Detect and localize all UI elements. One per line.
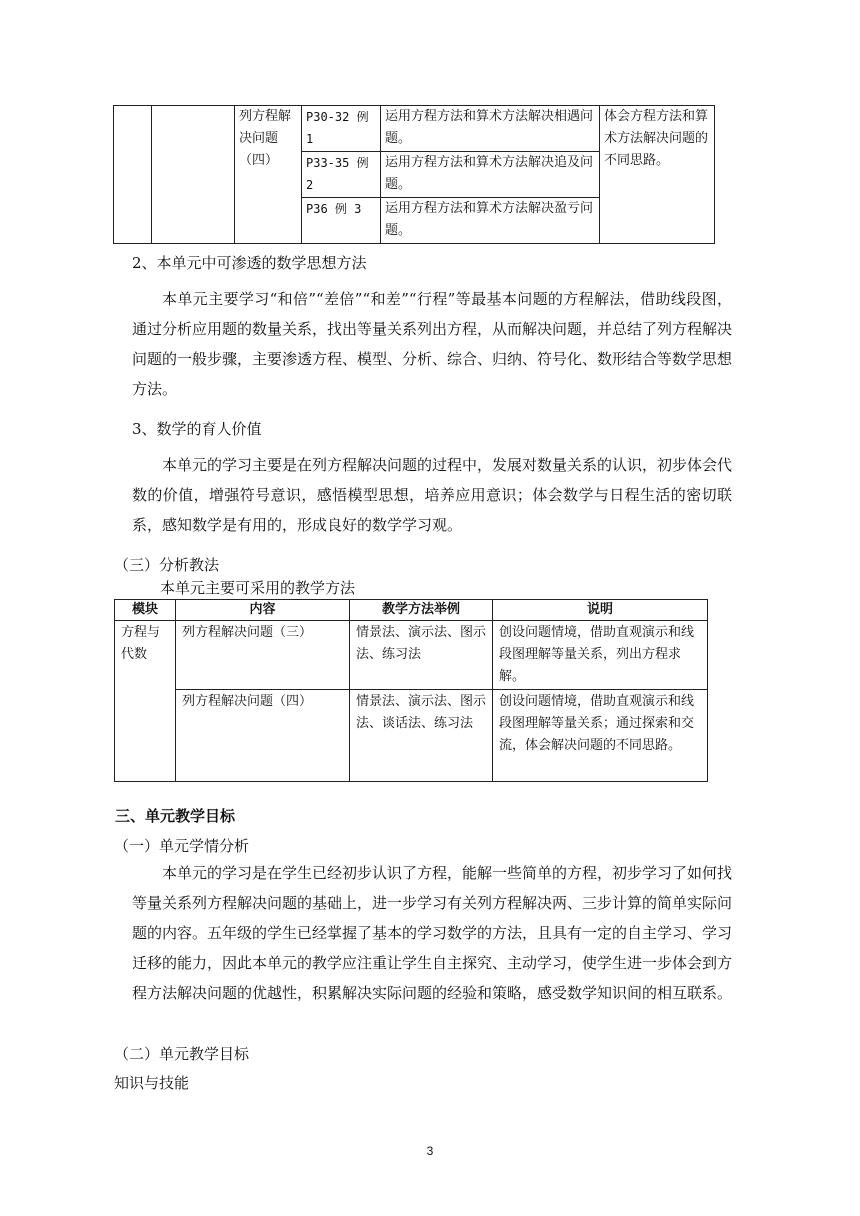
table-row [115, 690, 708, 782]
page-number: 3 [426, 1144, 434, 1158]
topic-cell: 列方程解决问题（四） [235, 106, 302, 244]
column-header: 模块 [115, 600, 176, 621]
table-cell-empty [114, 106, 152, 244]
section-heading: 3、数学的育人价值 [132, 420, 262, 438]
methods-cell: 情景法、演示法、图示法、练习法 [350, 621, 493, 690]
note-cell: 创设问题情境，借助直观演示和线段图理解等量关系，列出方程求解。 [493, 621, 708, 690]
table-header-row [115, 600, 708, 621]
content-cell: 运用方程方法和算术方法解决追及问题。 [381, 152, 600, 198]
page-ref-cell: P36 例 3 [302, 198, 381, 244]
table-row [115, 621, 708, 690]
module-cell: 方程与代数 [115, 621, 176, 782]
paragraph: 本单元主要学习“和倍”“差倍”“和差”“行程”等最基本问题的方程解法，借助线段图，通过分析应用题的数量关系，找出等量关系列出方程，从而解决问题，并总结了列方程解决问题的一般步骤，主要渗透方程、模型、分析、综合、归纳、符号化、数形结合等数学思想方法。 [132, 290, 733, 398]
table-cell-empty [152, 106, 235, 244]
goal-cell: 体会方程方法和算术方法解决问题的不同思路。 [600, 106, 715, 244]
paragraph: 本单元的学习是在学生已经初步认识了方程，能解一些简单的方程，初步学习了如何找等量关系列方程解决问题的基础上，进一步学习有关列方程解决两、三步计算的简单实际问题的内容。五年级的学生已经掌握了基本的学习数学的方法，且具有一定的自主学习、学习迁移的能力，因此本单元的教学应注重让学生自主探究、主动学习，使学生进一步体会到方程方法解决问题的优越性，积累解决实际问题的经验和策略，感受数学知识间的相互联系。 [132, 864, 733, 1002]
note-cell: 创设问题情境，借助直观演示和线段图理解等量关系；通过探索和交流，体会解决问题的不同思路。 [493, 690, 708, 782]
content-cell: 运用方程方法和算术方法解决盈亏问题。 [381, 198, 600, 244]
unit-content-table [113, 105, 715, 244]
methods-cell: 情景法、演示法、图示法、谈话法、练习法 [350, 690, 493, 782]
column-header: 内容 [176, 600, 350, 621]
table-row [114, 106, 715, 152]
subsection-heading: （一）单元学情分析 [114, 837, 250, 855]
paragraph: 本单元的学习主要是在列方程解决问题的过程中，发展对数量关系的认识，初步体会代数的价值，增强符号意识，感悟模型思想，培养应用意识；体会数学与日程生活的密切联系，感知数学是有用的，形成良好的数学学习观。 [132, 456, 733, 534]
teaching-method-table [114, 599, 708, 782]
column-header: 说明 [493, 600, 708, 621]
subsection-heading: 知识与技能 [114, 1074, 190, 1092]
content-cell: 列方程解决问题（三） [176, 621, 350, 690]
section-heading: 2、本单元中可渗透的数学思想方法 [132, 254, 367, 272]
content-cell: 列方程解决问题（四） [176, 690, 350, 782]
content-cell: 运用方程方法和算术方法解决相遇问题。 [381, 106, 600, 152]
subsection-heading: （二）单元教学目标 [114, 1045, 250, 1063]
subsection-heading: （三）分析教法 [114, 556, 220, 574]
page-ref-cell: P33-35 例 2 [302, 152, 381, 198]
column-header: 教学方法举例 [350, 600, 493, 621]
table-caption: 本单元主要可采用的教学方法 [160, 579, 356, 597]
page-ref-cell: P30-32 例 1 [302, 106, 381, 152]
part-heading: 三、单元教学目标 [115, 807, 236, 825]
